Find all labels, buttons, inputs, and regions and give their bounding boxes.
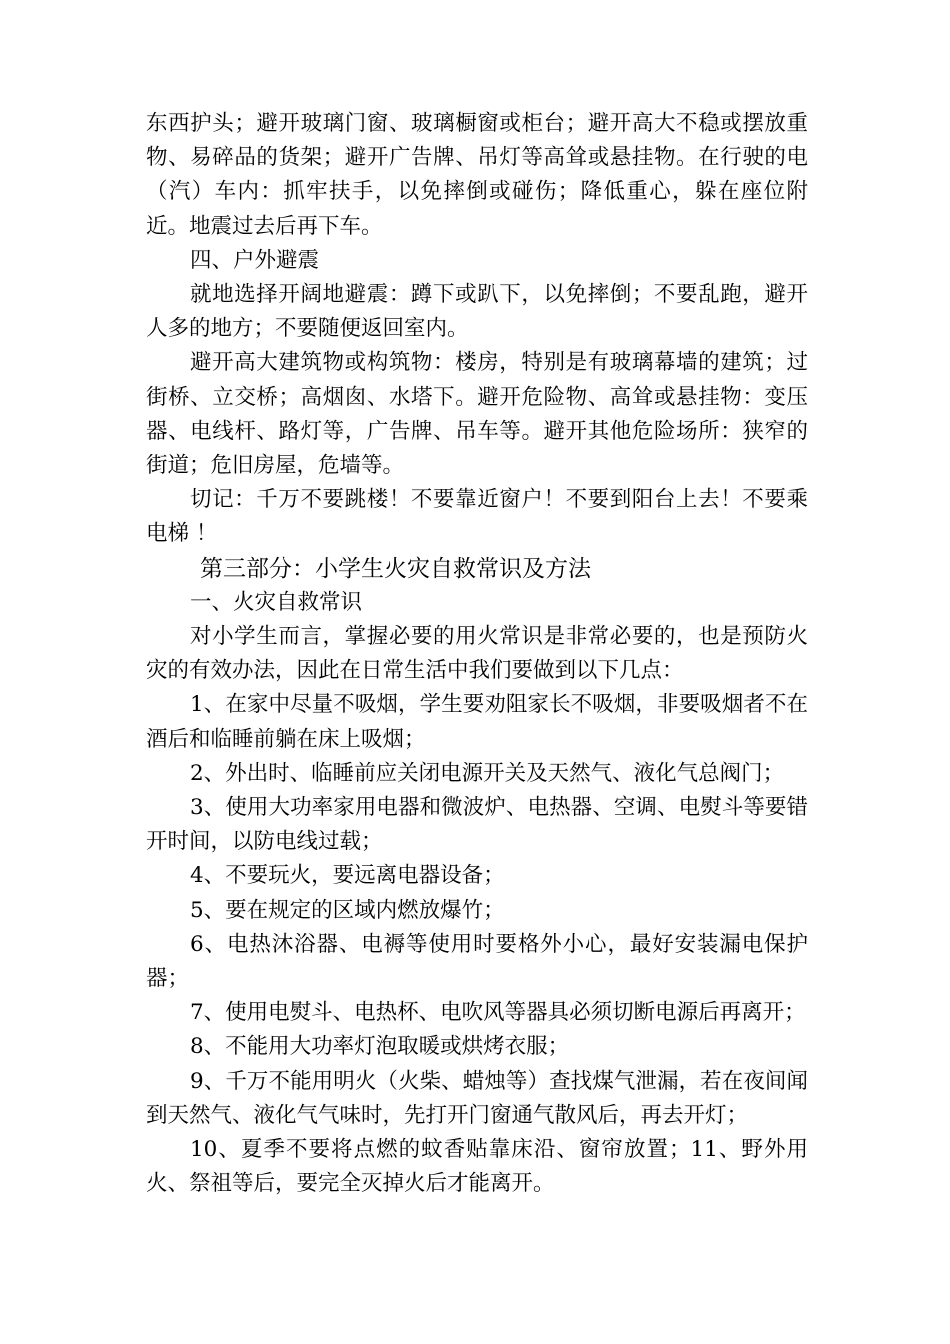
paragraph: 对小学生而言，掌握必要的用火常识是非常必要的，也是预防火灾的有效办法，因此在日常生活中我们要做到以下几点： xyxy=(146,624,808,684)
list-item: 8、不能用大功率灯泡取暖或烘烤衣服； xyxy=(190,1034,570,1060)
paragraph-continued-text: 东西护头；避开玻璃门窗、玻璃橱窗或柜台；避开高大不稳或摆放重物、易碎品的货架；避开广告牌、吊灯等高耸或悬挂物。在行驶的电（汽）车内：抓牢扶手，以免摔倒或碰伤；降低重心，躲在座位附近。地震过去后再下车。 xyxy=(146,111,808,239)
document-body xyxy=(146,107,808,1202)
list-item: 2、外出时、临睡前应关闭电源开关及天然气、液化气总阀门； xyxy=(190,760,785,786)
list-item: 9、千万不能用明火（火柴、蜡烛等）查找煤气泄漏，若在夜间闻到天然气、液化气气味时，先打开门窗通气散风后，再去开灯； xyxy=(146,1068,808,1128)
list-item: 6、电热沐浴器、电褥等使用时要格外小心，最好安装漏电保护器； xyxy=(146,931,808,992)
list-item: 3、使用大功率家用电器和微波炉、电热器、空调、电熨斗等要错开时间，以防电线过载； xyxy=(146,795,808,855)
section-heading-fire: 一、火灾自救常识 xyxy=(190,589,363,615)
list-item: 1、在家中尽量不吸烟，学生要劝阻家长不吸烟，非要吸烟者不在酒后和临睡前躺在床上吸烟； xyxy=(146,692,808,752)
list-item: 4、不要玩火，要远离电器设备； xyxy=(190,863,505,889)
part-heading: 第三部分：小学生火灾自救常识及方法 xyxy=(200,555,591,582)
paragraph: 就地选择开阔地避震：蹲下或趴下，以免摔倒；不要乱跑，避开人多的地方；不要随便返回室内。 xyxy=(146,282,808,342)
list-item: 7、使用电熨斗、电热杯、电吹风等器具必须切断电源后再离开； xyxy=(190,1000,806,1026)
section-heading-outdoor: 四、户外避震 xyxy=(190,247,320,273)
list-item: 5、要在规定的区域内燃放爆竹； xyxy=(190,897,505,923)
paragraph-warning: 切记：千万不要跳楼！不要靠近窗户！不要到阳台上去！不要乘电梯 ！ xyxy=(146,487,808,547)
list-item: 10、夏季不要将点燃的蚊香贴靠床沿、窗帘放置；11、野外用火、祭祖等后，要完全灭掉火后才能离开。 xyxy=(146,1137,808,1197)
paragraph: 避开高大建筑物或构筑物：楼房，特别是有玻璃幕墙的建筑；过街桥、立交桥；高烟囱、水塔下。避开危险物、高耸或悬挂物：变压器、电线杆、路灯等，广告牌、吊车等。避开其他危险场所：狭窄的街道；危旧房屋，危墙等。 xyxy=(146,350,808,479)
